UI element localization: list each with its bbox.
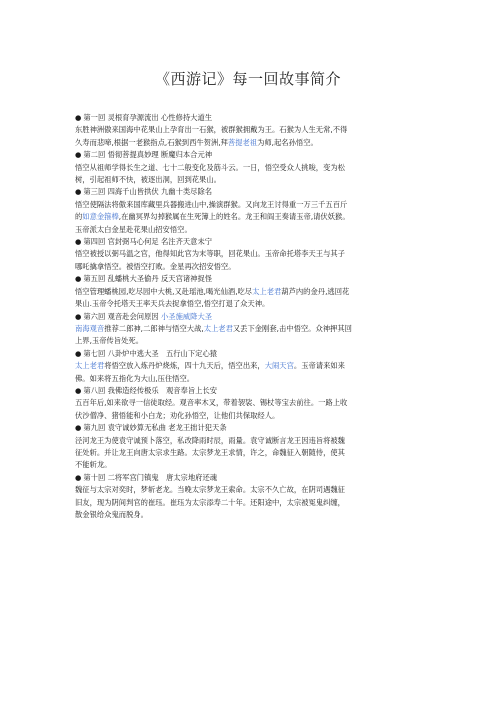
summary-text: 的 xyxy=(75,212,83,222)
bullet-icon: ● xyxy=(75,274,82,284)
chapter-heading xyxy=(75,311,427,323)
chapter-heading-text: 第三回 四海千山皆拱伏 九幽十类尽除名 xyxy=(83,187,213,197)
chapter-heading-link[interactable]: 小圣施威降大圣 xyxy=(160,311,213,321)
summary-text: ,在幽冥界勾掉猴属在生死簿上的姓名。龙王和阎王奏请玉帝,请伏妖猴。 xyxy=(118,212,350,222)
summary-text: 悟空从祖师学得长生之道、七十二般变化及筋斗云。一日，悟空受众人挑唆，变为松 xyxy=(75,162,345,172)
chapter-summary-line xyxy=(75,323,427,335)
chapter-summary-line xyxy=(75,162,427,174)
document-title: 《西游记》每一回故事简介 xyxy=(154,70,341,88)
summary-text: 征处斩。并让龙王向唐太宗求生路。太宗梦龙王求情，许之，命魏征入朝随侍，使其 xyxy=(75,447,345,457)
bullet-icon: ● xyxy=(75,237,82,247)
chapter-summary-line xyxy=(75,248,427,260)
bullet-icon: ● xyxy=(75,113,82,122)
chapter-summary-line xyxy=(75,509,427,521)
chapter-summary-line xyxy=(75,124,427,136)
chapter-heading-text: 第七回 八卦炉中逃大圣 五行山下定心猿 xyxy=(83,348,218,358)
chapter-heading xyxy=(75,273,427,285)
chapter-summary-line xyxy=(75,373,427,385)
summary-text: 五百年后,如来欲寻一信徒取经。观音率木叉，带着袈裟、锡杖等宝去前往。一路上收 xyxy=(75,398,348,408)
summary-text: 悟空被授以弼马温之官，他得知此官为末等职，回花果山。玉帝命托塔李天王与其子 xyxy=(75,249,345,259)
bullet-icon: ● xyxy=(75,385,82,395)
chapter-heading-text: 第十回 二将军宫门镇鬼 唐太宗地府还魂 xyxy=(83,472,218,482)
summary-text: 又丢下金刚套,击中悟空。众神押其回 xyxy=(232,323,352,333)
bullet-icon: ● xyxy=(75,423,82,433)
summary-text: 葫芦内的金丹,逃回花 xyxy=(281,286,350,296)
term-link[interactable]: 如意金箍棒 xyxy=(82,212,119,222)
summary-text: 悟空管理蟠桃园,吃尽园中大桃,又赴瑶池,喝光仙酒,吃尽 xyxy=(75,286,253,296)
summary-text: 悟空使隔法将傲来国库藏里兵器搬进山中,操演群猴。又向龙王讨得重一万三千五百斤 xyxy=(75,199,348,209)
term-link[interactable]: 太上老君 xyxy=(203,323,233,333)
summary-text: 旧友，现为阴间判官的崔珏。崔珏为太宗添寿二十年。还阳途中，太宗被冤鬼纠缠， xyxy=(75,497,345,507)
chapter-heading xyxy=(75,422,427,434)
chapter-summary-line xyxy=(75,174,427,186)
summary-text: 为师,起名孙悟空。 xyxy=(257,137,318,147)
summary-text: 玉帝派太白金星赴花果山招安悟空。 xyxy=(75,224,192,234)
summary-text: 。玉帝请来如来 xyxy=(293,361,345,371)
bullet-icon: ● xyxy=(75,472,82,482)
chapter-summary-line xyxy=(75,447,427,459)
chapter-heading xyxy=(75,472,427,484)
bullet-icon: ● xyxy=(75,150,82,160)
chapter-heading-text: 第一回 灵根育孕源流出 心性修持大道生 xyxy=(83,113,213,122)
chapter-heading-text: 第二回 悟彻菩提真妙理 断魔归本合元神 xyxy=(83,150,213,160)
chapter-list xyxy=(75,112,427,521)
summary-text: 东胜神洲傲来国海中花果山上孕育出一石猴，被群猴拥戴为王。石猴为人生无常,不得 xyxy=(75,125,348,135)
bullet-icon: ● xyxy=(75,187,82,197)
bullet-icon: ● xyxy=(75,348,82,358)
chapter-heading xyxy=(75,385,427,397)
chapter-summary-line xyxy=(75,211,427,223)
chapter-summary-line xyxy=(75,298,427,310)
term-link[interactable]: 太上老君 xyxy=(252,286,282,296)
chapter-heading xyxy=(75,236,427,248)
summary-text: 魏征与太宗对奕时，梦斩老龙。当晚太宗梦龙王索命。太宗不久亡故，在阴司遇魏征 xyxy=(75,485,345,495)
chapter-summary-line xyxy=(75,435,427,447)
term-link[interactable]: 太上老君 xyxy=(75,361,105,371)
term-link[interactable]: 南海观音 xyxy=(75,323,105,333)
summary-text: 树，引起祖师不快，被逐出洞，回到花果山。 xyxy=(75,175,221,185)
summary-text: 不能斩龙。 xyxy=(75,460,112,470)
chapter-summary-line xyxy=(75,410,427,422)
chapter-summary-line xyxy=(75,335,427,347)
summary-text: 泾河龙王为使袁守诚预卜落空，私改降雨时辰，雨量。袁守诚断言龙王因违旨将被魏 xyxy=(75,435,345,445)
bullet-icon: ● xyxy=(75,311,82,321)
summary-text: 上界,玉帝传旨处死。 xyxy=(75,336,143,346)
chapter-summary-line xyxy=(75,199,427,211)
summary-text: 久寿而悲啼,根据一老猴指点,石猴到西牛贺洲,拜 xyxy=(75,137,228,147)
summary-text: 佛。如来将五指化为大山,压住悟空。 xyxy=(75,373,195,383)
chapter-summary-line xyxy=(75,224,427,236)
chapter-heading-text: 第九回 袁守诚妙算无私曲 老龙王拙计犯天条 xyxy=(83,423,227,433)
chapter-summary-line xyxy=(75,397,427,409)
chapter-summary-line xyxy=(75,261,427,273)
summary-text: 推荐二郎神,二郎神与悟空大战, xyxy=(104,323,204,333)
chapter-summary-line xyxy=(75,484,427,496)
chapter-summary-line xyxy=(75,286,427,298)
summary-text: 散金银给众鬼而脱身。 xyxy=(75,510,148,519)
chapter-heading-text: 第八回 我佛造经传极乐 观音奉旨上长安 xyxy=(83,385,218,395)
chapter-heading-text: 第六回 观音赴会问原因 xyxy=(83,311,161,321)
chapter-summary-line xyxy=(75,360,427,372)
chapter-summary-line xyxy=(75,137,427,149)
summary-text: 将悟空放入炼丹炉烧炼，四十九天后，悟空出来， xyxy=(104,361,265,371)
chapter-heading-text: 第四回 官封弼马心何足 名注齐天意未宁 xyxy=(83,237,213,247)
term-link[interactable]: 大闹天宫 xyxy=(264,361,294,371)
summary-text: 哪吒擒拿悟空。被悟空打败。金星再次招安悟空。 xyxy=(75,261,236,271)
chapter-heading xyxy=(75,186,427,198)
chapter-heading xyxy=(75,149,427,161)
summary-text: 伏沙僧净、猪悟能和小白龙；劝化孙悟空，让他们共保取经人。 xyxy=(75,410,280,420)
chapter-heading-text: 第五回 乱蟠桃大圣偷丹 反天宫诸神捉怪 xyxy=(83,274,213,284)
chapter-summary-line xyxy=(75,497,427,509)
chapter-heading xyxy=(75,112,427,124)
chapter-heading xyxy=(75,348,427,360)
summary-text: 果山.玉帝令托塔天王率天兵去捉拿悟空,悟空打退了众天神。 xyxy=(75,299,270,309)
term-link[interactable]: 菩提老祖 xyxy=(227,137,258,147)
chapter-summary-line xyxy=(75,459,427,471)
